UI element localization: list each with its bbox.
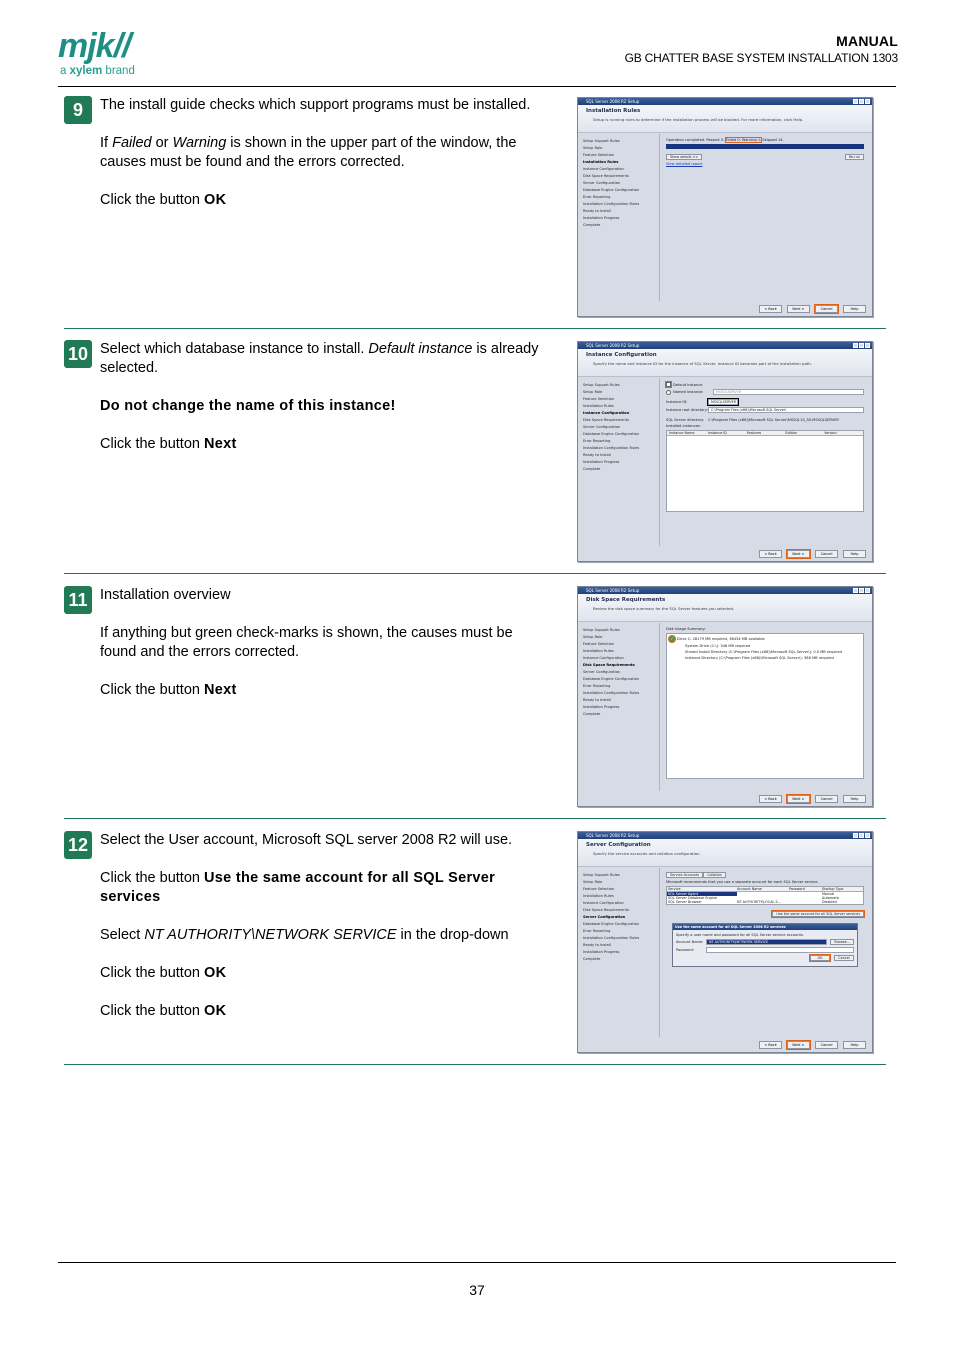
minimize-icon [853,833,858,838]
nav-item[interactable]: Setup Role [583,635,603,639]
nav-item[interactable]: Installation Configuration Rules [583,202,640,206]
column-header: Startup Type [822,887,844,891]
column-header: Account Name [737,887,762,891]
instruction-line: Click the button Use the same account for all SQL Server services [100,870,496,905]
instance-id-label: Instance ID: [666,400,688,404]
cancel-button[interactable]: Cancel [815,795,838,803]
nav-item-active[interactable]: Instance Configuration [583,411,630,415]
nav-item[interactable]: Setup Role [583,390,603,394]
step-divider [64,818,886,819]
nav-item[interactable]: Disk Space Requirements [583,908,629,912]
instance-id-input[interactable]: MSSQLSERVER [708,399,738,405]
next-button[interactable]: Next > [787,305,810,313]
nav-item[interactable]: Setup Role [583,146,603,150]
step-number-badge: 9 [64,96,92,124]
dialog-cancel-button[interactable]: Cancel [834,955,854,961]
back-button[interactable]: < Back [759,1041,782,1049]
screenshot-installation-rules [577,97,873,317]
installed-instances-table [666,430,864,512]
screenshot-server-configuration [577,831,873,1053]
column-header: Instance ID [707,431,727,435]
nav-item-active[interactable]: Installation Rules [583,160,619,164]
window-titlebar: SQL Server 2008 R2 Setup [578,342,872,349]
mjk-logo [58,28,158,80]
nav-item[interactable]: Ready to Install [583,209,611,213]
step-divider [64,328,886,329]
nav-item[interactable]: Server Configuration [583,425,621,429]
manual-subtitle: GB CHATTER BASE SYSTEM INSTALLATION 1303 [624,51,898,65]
nav-item[interactable]: Complete [583,223,601,227]
nav-item[interactable]: Complete [583,957,601,961]
password-label: Password: [676,948,694,952]
named-instance-radio[interactable] [666,390,671,395]
logo-tagline: a xylem brand [60,65,135,77]
green-check-icon: ✓ [670,636,674,641]
wizard-page-title: Instance Configuration [586,352,657,358]
help-button[interactable]: Help [843,550,866,558]
tab-collation[interactable]: Collation [703,872,726,878]
wizard-nav [578,134,660,301]
instruction-line: Click the button Next [100,682,237,698]
cancel-button[interactable]: Cancel [815,305,838,313]
disk-usage-line: Instance Directory (C:\Program Files (x86)\Microsoft SQL Server\): 388 MB required [685,656,834,660]
wizard-page-desc: Specify the service accounts and collation configuration. [593,851,701,856]
nav-item[interactable]: Feature Selection [583,397,615,401]
step-number-badge: 11 [64,586,92,614]
step-number-badge: 10 [64,340,92,368]
nav-item-active[interactable]: Disk Space Requirements [583,663,635,667]
help-button[interactable]: Help [843,1041,866,1049]
close-icon [865,588,870,593]
instruction-line: Installation overview [100,587,231,603]
next-button[interactable]: Next > [787,550,810,558]
nav-item[interactable]: Error Reporting [583,439,611,443]
close-icon [865,343,870,348]
screenshot-disk-space-requirements [577,586,873,807]
manual-title: MANUAL [836,33,898,49]
root-dir-label: Instance root directory: [666,408,708,412]
nav-item[interactable]: Installation Rules [583,649,614,653]
nav-item[interactable]: Installation Rules [583,894,614,898]
nav-item[interactable]: Disk Space Requirements [583,418,629,422]
dialog-ok-button[interactable]: OK [810,955,830,961]
nav-item[interactable]: Ready to Install [583,453,611,457]
maximize-icon [859,343,864,348]
minimize-icon [853,343,858,348]
help-button[interactable]: Help [843,795,866,803]
instruction-line: Click the button OK [100,192,227,208]
nav-item[interactable]: Instance Configuration [583,656,624,660]
cancel-button[interactable]: Cancel [815,1041,838,1049]
wizard-content [662,868,868,1037]
window-titlebar: SQL Server 2008 R2 Setup [578,587,872,594]
nav-item-active[interactable]: Server Configuration [583,915,626,919]
instruction-line: If anything but green check-marks is shown, the causes must be found and the errors corrected. [100,625,513,660]
nav-item[interactable]: Database Engine Configuration [583,922,640,926]
document-header [625,33,898,65]
rerun-button[interactable]: Re-run [845,154,864,160]
window-titlebar: SQL Server 2008 R2 Setup [578,98,872,105]
table-row[interactable]: SQL Server Agent Manual [668,892,835,896]
step-instructions [100,96,550,210]
step-divider [64,1064,886,1065]
installed-instances-label: Installed instances: [666,424,701,428]
recommendation-note: Microsoft recommends that you use a separate account for each SQL Server service. [666,880,819,884]
nav-item[interactable]: Feature Selection [583,642,615,646]
footer-divider [58,1262,896,1263]
nav-item[interactable]: Setup Support Rules [583,628,620,632]
column-header: Service [668,887,681,891]
wizard-content [662,623,868,791]
nav-item[interactable]: Installation Progress [583,216,620,220]
column-header: Instance Name [669,431,695,435]
same-account-button[interactable]: Use the same account for all SQL Server services [772,911,864,917]
close-icon [865,99,870,104]
nav-item[interactable]: Database Engine Configuration [583,188,640,192]
maximize-icon [859,833,864,838]
disk-usage-line: Drive C: 28179 MB required, 36434 MB available [677,637,765,641]
nav-item[interactable]: Database Engine Configuration [583,677,640,681]
disk-usage-line: Shared Install Directory (C:\Program Files (x86)\Microsoft SQL Server\): 0.0 MB required [685,650,842,654]
maximize-icon [859,99,864,104]
wizard-nav [578,378,660,546]
nav-item[interactable]: Feature Selection [583,887,615,891]
disk-usage-label: Disk Usage Summary: [666,627,706,631]
back-button[interactable]: < Back [759,550,782,558]
status-line: Operation completed. Passed: 0. Failed 0. Warning 1. Skipped 14. [666,138,784,142]
wizard-nav [578,623,660,791]
nav-item[interactable]: Setup Role [583,880,603,884]
nav-item[interactable]: Feature Selection [583,153,615,157]
wizard-page-desc: Review the disk space summary for the SQL Server features you selected. [593,606,735,611]
service-accounts-table [666,886,864,905]
tab-service-accounts[interactable]: Service Accounts [666,872,703,878]
wizard-page-title: Server Configuration [586,842,651,848]
wizard-content [662,378,868,546]
logo-wordmark: mjk// [58,27,131,65]
step-instructions [100,831,550,1021]
wizard-page-title: Installation Rules [586,108,641,114]
password-input[interactable] [706,947,854,953]
account-name-label: Account Name: [676,940,704,944]
nav-item[interactable]: Server Configuration [583,181,621,185]
step-instructions [100,586,550,700]
instruction-line: Click the button OK [100,1003,227,1019]
nav-item[interactable]: Setup Support Rules [583,383,620,387]
wizard-page-desc: Setup is running rules to determine if the installation process will be blocked. For more information, click Help. [593,117,804,122]
nav-item[interactable]: Installation Progress [583,460,620,464]
disk-usage-tree [666,633,864,779]
sql-dir-label: SQL Server directory: [666,418,705,422]
wizard-content [662,134,868,301]
same-account-dialog [672,923,858,967]
nav-item[interactable]: Installation Rules [583,404,614,408]
wizard-page-title: Disk Space Requirements [586,597,666,603]
nav-item[interactable]: Error Reporting [583,684,611,688]
back-button[interactable]: < Back [759,305,782,313]
step-instructions [100,340,550,454]
nav-item[interactable]: Ready to Install [583,698,611,702]
column-header: Version [824,431,837,435]
nav-item[interactable]: Complete [583,467,601,471]
instruction-line: Select which database instance to install. Default instance is already selected. [100,341,539,376]
step-number-badge: 12 [64,831,92,859]
window-titlebar: SQL Server 2008 R2 Setup [578,832,872,839]
step-divider [64,573,886,574]
dialog-description: Specify a user name and password for all SQL Server service accounts. [676,933,804,937]
table-row[interactable]: SQL Server Browser NT AUTHORITY\LOCAL S... Disabled [668,900,837,904]
nav-item[interactable]: Database Engine Configuration [583,432,640,436]
maximize-icon [859,588,864,593]
root-dir-input[interactable]: C:\Program Files (x86)\Microsoft SQL Server\ [708,407,864,413]
column-header: Password [789,887,805,891]
nav-item[interactable]: Complete [583,712,601,716]
header-divider [58,86,896,87]
browse-button[interactable]: Browse... [830,939,854,945]
logo-slashes-icon: // [113,27,131,65]
nav-item[interactable]: Installation Progress [583,950,620,954]
default-instance-radio[interactable] [666,382,671,387]
instruction-line: The install guide checks which support programs must be installed. [100,97,531,113]
default-instance-label: Default instance [673,382,703,387]
nav-item[interactable]: Instance Configuration [583,901,624,905]
instruction-line: Click the button Next [100,436,237,452]
close-icon [865,833,870,838]
minimize-icon [853,588,858,593]
instruction-line: If Failed or Warning is shown in the upper part of the window, the causes must be found and the errors corrected. [100,135,517,170]
sql-dir-value: C:\Program Files (x86)\Microsoft SQL Server\MSSQL10_50.MSSQLSERVER [708,418,839,422]
progress-bar [666,144,864,149]
screenshot-instance-configuration [577,341,873,562]
failed-warning-highlight: Failed 0. Warning 1. [725,138,762,142]
instruction-line: Select the User account, Microsoft SQL server 2008 R2 will use. [100,832,513,848]
column-header: Edition [785,431,798,435]
page-number: 37 [469,1282,485,1298]
nav-item[interactable]: Error Reporting [583,195,611,199]
instruction-line: Select NT AUTHORITY\NETWORK SERVICE in the drop-down [100,927,509,943]
account-name-dropdown[interactable]: NT AUTHORITY\NETWORK SERVICE [706,939,827,945]
instruction-warning: Do not change the name of this instance! [100,398,396,414]
column-header: Features [746,431,762,435]
nav-item[interactable]: Error Reporting [583,929,611,933]
wizard-nav [578,868,660,1037]
nav-item[interactable]: Installation Configuration Rules [583,446,640,450]
nav-item[interactable]: Installation Configuration Rules [583,691,640,695]
nav-item[interactable]: Instance Configuration [583,167,624,171]
show-details-button[interactable]: Show details >> [666,154,702,160]
next-button[interactable]: Next > [787,795,810,803]
minimize-icon [853,99,858,104]
nav-item[interactable]: Disk Space Requirements [583,174,629,178]
nav-item[interactable]: Installation Progress [583,705,620,709]
next-button[interactable]: Next > [787,1041,810,1049]
named-instance-label: Named instance: [673,390,704,394]
named-instance-input[interactable]: MSSQLSERVER [713,389,864,395]
view-report-link[interactable]: View detailed report [666,162,703,166]
disk-usage-line: System Drive (C:\): 346 MB required [685,644,751,648]
nav-item[interactable]: Server Configuration [583,670,621,674]
nav-item[interactable]: Ready to Install [583,943,611,947]
help-button[interactable]: Help [843,305,866,313]
back-button[interactable]: < Back [759,795,782,803]
nav-item[interactable]: Setup Support Rules [583,139,620,143]
wizard-page-desc: Specify the name and instance ID for the instance of SQL Server. Instance ID becomes part of the installation path. [593,361,812,366]
dialog-titlebar: Use the same account for all SQL Server 2008 R2 services [673,924,857,930]
cancel-button[interactable]: Cancel [815,550,838,558]
instruction-line: Click the button OK [100,965,227,981]
nav-item[interactable]: Installation Configuration Rules [583,936,640,940]
table-row[interactable]: SQL Server Database Engine Automatic [668,896,840,900]
nav-item[interactable]: Setup Support Rules [583,873,620,877]
